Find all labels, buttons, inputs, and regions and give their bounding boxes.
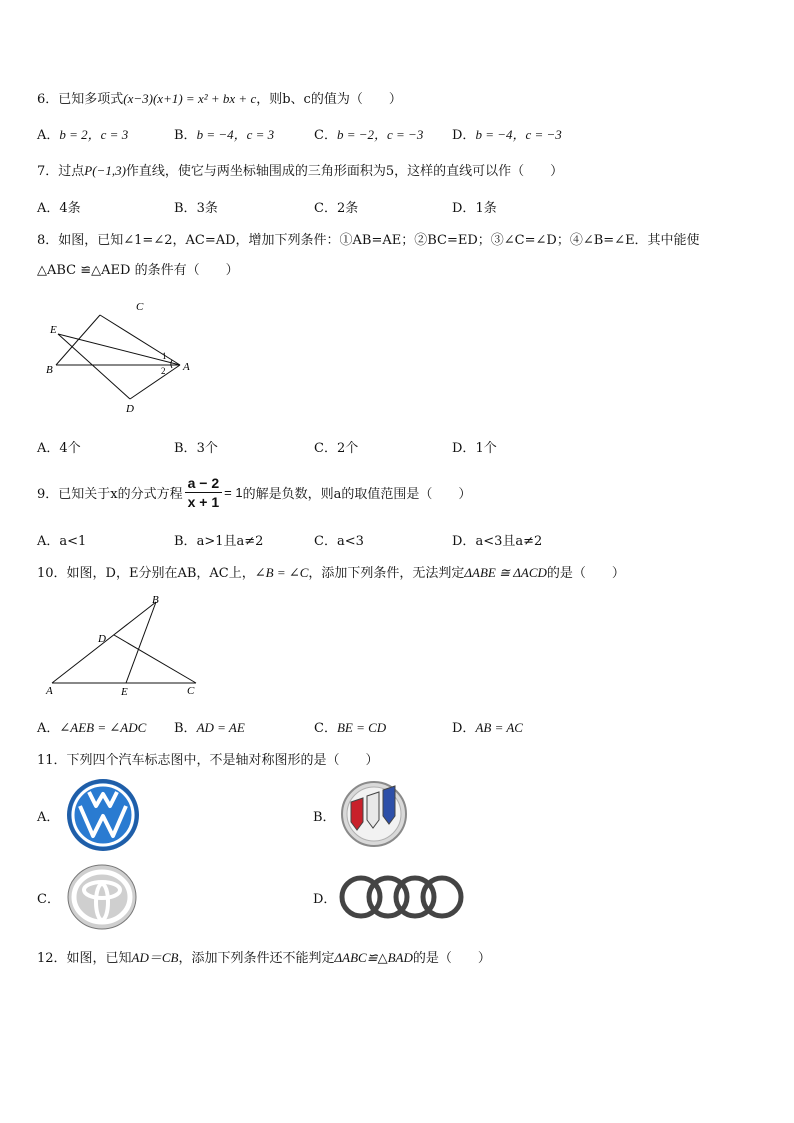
question-10-stem: 10．如图，D，E分别在AB，AC上，∠B = ∠C，添加下列条件，无法判定ΔABE ≅ ΔACD的是（ ） <box>37 565 625 581</box>
angle-arc <box>171 360 172 368</box>
option-a[interactable]: A．4条 <box>37 201 81 216</box>
question-10-options <box>37 717 757 737</box>
question-7-options <box>37 197 757 217</box>
question-7-stem: 7．过点P(−1,3)作直线，使它与两坐标轴围成的三角形面积为5，这样的直线可以作（ ） <box>37 163 564 179</box>
option-c-label[interactable]: C． <box>37 892 60 907</box>
label-angle-2: 2 <box>161 366 166 376</box>
option-b[interactable]: B．AD = AE <box>174 720 245 736</box>
toyota-logo-icon[interactable] <box>64 862 140 932</box>
option-d[interactable]: D．AB = AC <box>452 720 523 736</box>
label-c: C <box>187 685 195 697</box>
label-e: E <box>50 324 57 336</box>
option-a[interactable]: A．a<1 <box>37 534 87 549</box>
question-8-options <box>37 437 757 457</box>
fraction-numerator: a − 2 <box>185 474 223 493</box>
label-d: D <box>126 403 134 415</box>
option-a[interactable]: A．4个 <box>37 441 81 456</box>
label-a: A <box>183 361 190 373</box>
option-c[interactable]: C．b = −2，c = −3 <box>314 127 424 143</box>
segment-ca <box>100 315 180 365</box>
option-c[interactable]: C．BE = CD <box>314 720 387 736</box>
segment-ed <box>58 334 130 399</box>
question-11-stem: 11．下列四个汽车标志图中，不是轴对称图形的是（ ） <box>37 753 379 768</box>
option-d[interactable]: D．1条 <box>452 201 497 216</box>
question-8-stem: 8．如图，已知∠1=∠2，AC=AD，增加下列条件：①AB=AE；②BC=ED；③∠C=∠D；④∠B=∠E．其中能使 <box>37 233 700 248</box>
label-angle-1: 1 <box>162 351 167 361</box>
question-12-stem: 12．如图，已知AD＝CB，添加下列条件还不能判定ΔABC≌△BAD的是（ ） <box>37 950 491 966</box>
option-b[interactable]: B．a>1且a≠2 <box>174 534 264 549</box>
label-b: B <box>46 364 53 376</box>
option-d[interactable]: D．a<3且a≠2 <box>452 534 543 549</box>
label-a: A <box>46 685 53 697</box>
option-d[interactable]: D．b = −4，c = −3 <box>452 127 562 143</box>
option-a[interactable]: A．b = 2，c = 3 <box>37 127 129 143</box>
question-9-stem: 9．已知关于x的分式方程 $\frac{a - 2}{x + 1}$ = 1 的解是负数，则a的取值范围是（ ） <box>37 474 472 510</box>
question-9-options <box>37 530 757 550</box>
question-6-text: 6．已知多项式 <box>37 92 124 107</box>
option-b[interactable]: B．3个 <box>174 441 218 456</box>
question-6-text-end: ，则b、c的值为（ ） <box>256 92 402 107</box>
option-b-label[interactable]: B． <box>313 810 336 825</box>
audi-logo-icon[interactable] <box>337 870 469 924</box>
label-d: D <box>98 633 106 645</box>
question-6-expression: (x−3)(x+1) = x² + bx + c <box>123 91 257 106</box>
question-8-stem-line2: △ABC ≌△AED 的条件有（ ） <box>37 263 239 278</box>
question-6-options <box>37 124 757 144</box>
segment-dc <box>114 635 196 683</box>
option-d[interactable]: D．1个 <box>452 441 497 456</box>
option-b[interactable]: B．b = −4，c = 3 <box>174 127 275 143</box>
option-c[interactable]: C．a<3 <box>314 534 364 549</box>
fraction <box>185 474 223 511</box>
label-e: E <box>121 686 128 698</box>
buick-logo-icon[interactable] <box>337 780 411 848</box>
label-c: C <box>136 301 144 313</box>
equation-rhs: = 1 <box>224 484 243 500</box>
segment-da <box>130 365 180 399</box>
volkswagen-logo-icon[interactable] <box>64 776 142 854</box>
fraction-denominator: x + 1 <box>187 493 220 510</box>
option-c[interactable]: C．2个 <box>314 441 359 456</box>
option-c[interactable]: C．2条 <box>314 201 359 216</box>
question-10-figure <box>40 590 210 700</box>
option-d-label[interactable]: D． <box>313 892 337 907</box>
option-a-label[interactable]: A． <box>37 810 60 825</box>
option-a[interactable]: A．∠AEB = ∠ADC <box>37 720 147 736</box>
label-b: B <box>152 594 159 606</box>
point-p: P(−1,3) <box>84 163 126 178</box>
segment-cb <box>56 315 100 365</box>
question-6-stem <box>37 88 402 107</box>
option-b[interactable]: B．3条 <box>174 201 218 216</box>
question-8-figure <box>40 298 200 418</box>
